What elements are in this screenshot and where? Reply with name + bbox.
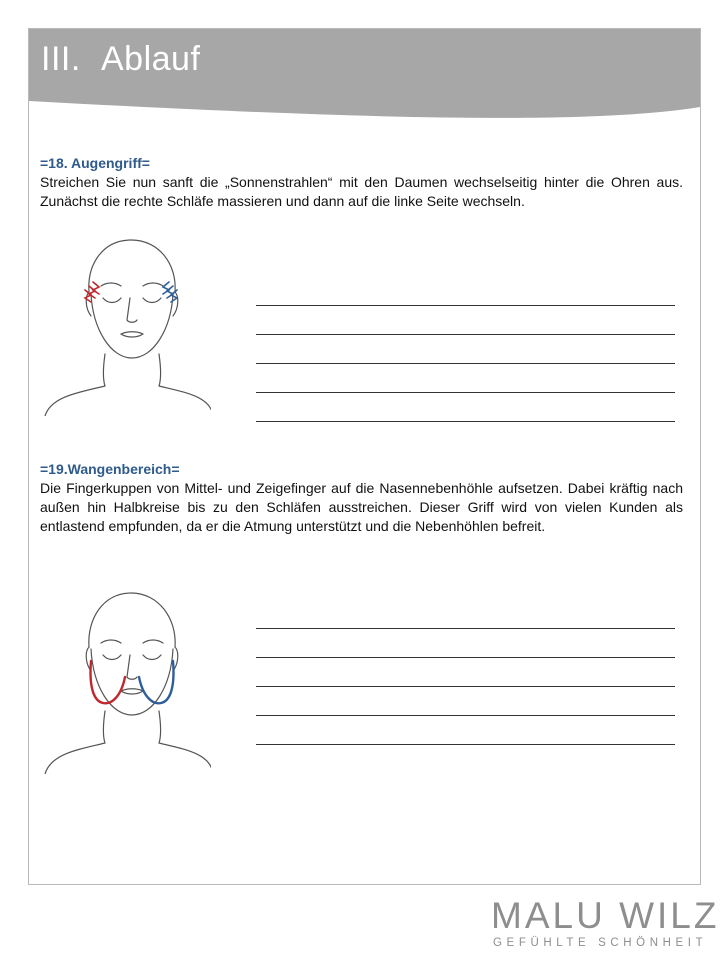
note-line[interactable] (256, 744, 675, 745)
note-line[interactable] (256, 305, 675, 306)
section-name: Ablauf (101, 40, 201, 78)
face-cheek-semicircles-icon (41, 589, 211, 774)
page-title (41, 35, 200, 83)
face-temple-strokes-icon (41, 234, 211, 416)
section-text: Die Fingerkuppen von Mittel- und Zeigefinger auf die Nasennebenhöhle aufsetzen. Dabei kräftig nach außen hin Halbkreise bis zu den Schläfen ausstreichen. Dieser Griff wird von vielen Kunden als entlastend empfunden, da er die Atmung unterstützt und die Nebenhöhlen befreit. (40, 480, 683, 534)
brand-tagline: GEFÜHLTE SCHÖNHEIT (493, 937, 708, 949)
note-line[interactable] (256, 363, 675, 364)
section-augengriff (40, 154, 683, 211)
section-number: III. (41, 40, 81, 78)
note-line[interactable] (256, 334, 675, 335)
note-line[interactable] (256, 715, 675, 716)
page-frame (28, 28, 701, 885)
section-title: =18. Augengriff= (40, 155, 150, 171)
brand-logo (491, 895, 720, 956)
note-line[interactable] (256, 392, 675, 393)
note-line[interactable] (256, 686, 675, 687)
note-line[interactable] (256, 421, 675, 422)
section-text: Streichen Sie nun sanft die „Sonnenstrahlen“ mit den Daumen wechselseitig hinter die Ohren aus. Zunächst die rechte Schläfe massieren und dann auf die linke Seite wechseln. (40, 174, 683, 209)
note-line[interactable] (256, 657, 675, 658)
note-line[interactable] (256, 628, 675, 629)
section-wangenbereich (40, 460, 683, 536)
brand-name: MALU WILZ (491, 895, 720, 936)
section-title: =19.Wangenbereich= (40, 461, 180, 477)
